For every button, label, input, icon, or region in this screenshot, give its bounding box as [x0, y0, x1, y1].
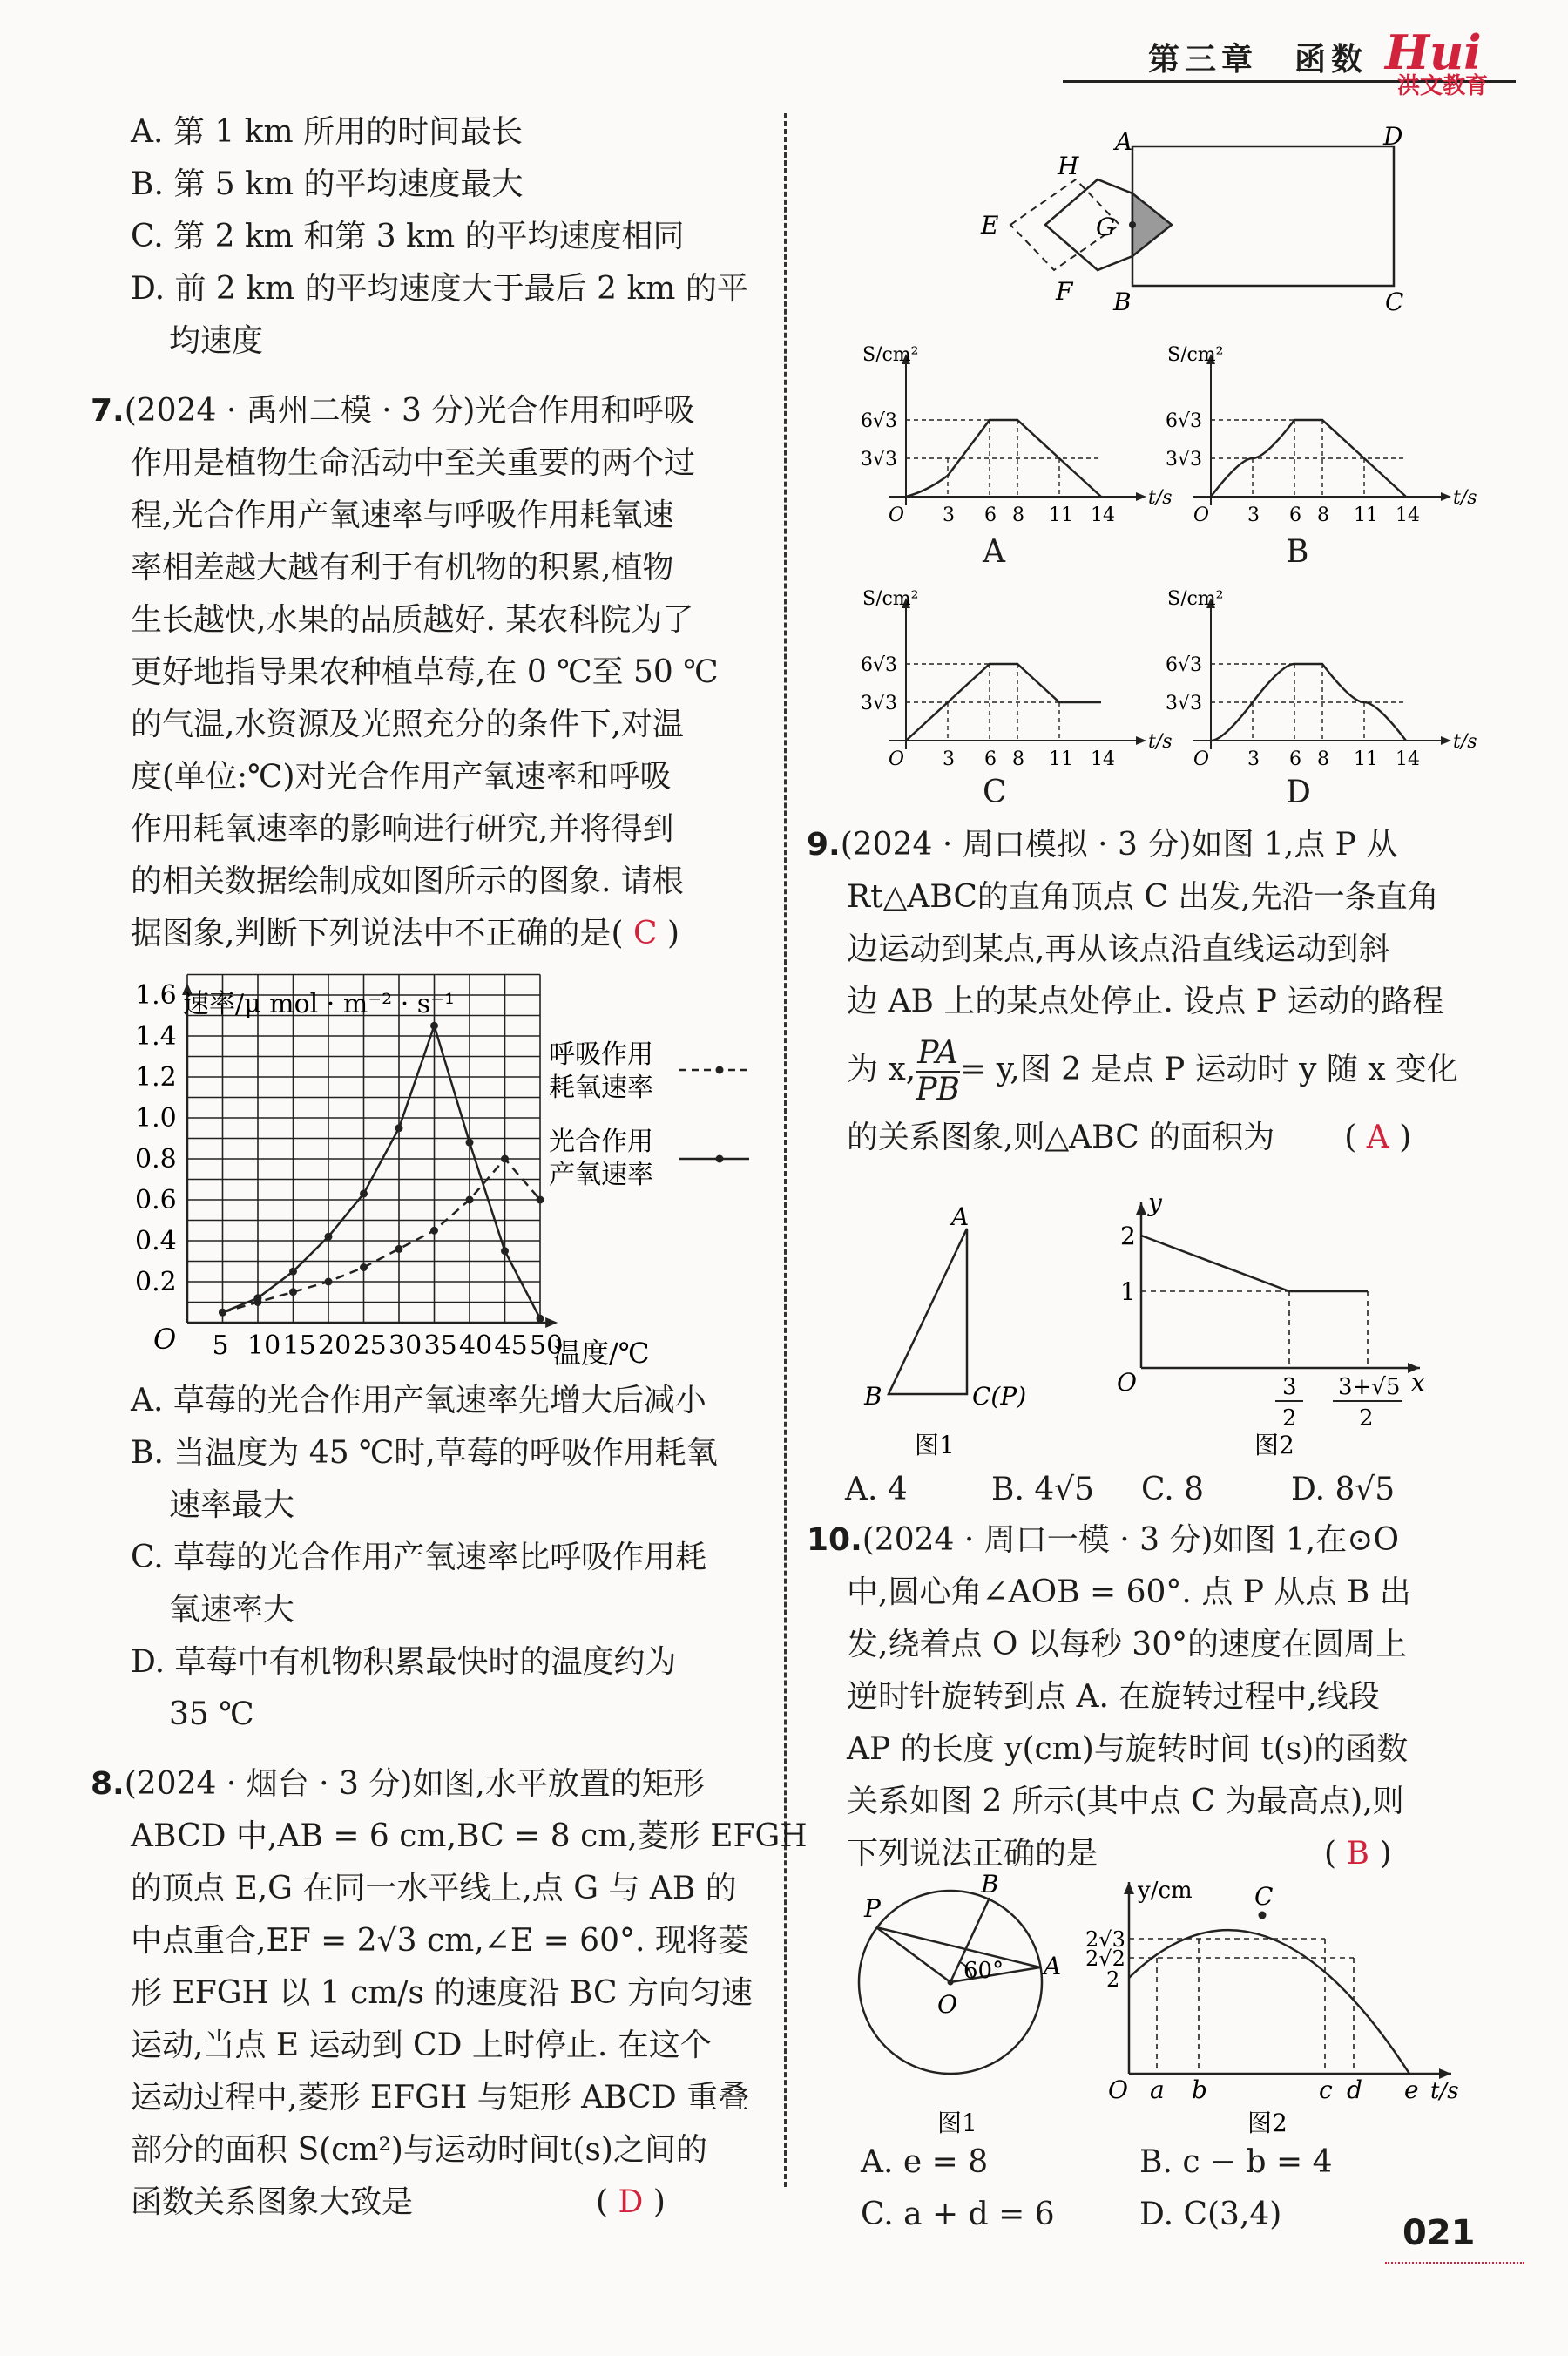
x-tick-label: 40	[459, 1330, 493, 1361]
q7-option-d-cont: 35 ℃	[169, 1696, 254, 1732]
q9-line: 边运动到某点,再从该点沿直线运动到斜	[847, 931, 1390, 967]
legend-photo-marker	[716, 1155, 724, 1163]
photosynthesis-series-line	[223, 1026, 541, 1318]
q9-fig2-x: x	[1411, 1368, 1425, 1397]
q6-option-d-cont: 均速度	[169, 323, 264, 359]
q8-graph-wrap-b	[1141, 340, 1477, 544]
q8-graph-caption-b: B	[1286, 534, 1309, 570]
q9-fig2-x1-den: 2	[1282, 1405, 1297, 1432]
q8-number: 8.	[91, 1766, 125, 1802]
q7-rate-chart	[122, 976, 784, 1377]
chart-origin: O	[153, 1323, 177, 1356]
q10-fig1-caption: 图1	[937, 2109, 977, 2137]
q8-graph-ytick: 3√3	[861, 449, 898, 471]
q7-number: 7.	[91, 393, 125, 429]
q7-line: 作用是植物生命活动中至关重要的两个过	[131, 445, 696, 481]
q7-line: 生长越快,水果的品质越好. 某农科院为了	[131, 602, 694, 638]
respiration-point	[466, 1196, 474, 1204]
q8-graph-ytick: 3√3	[861, 693, 898, 714]
photosynthesis-point	[325, 1233, 333, 1241]
q8-block	[91, 1758, 808, 2229]
q7-line: 据图象,判断下列说法中不正确的是( C )	[131, 916, 679, 951]
logo-mark: Hui	[1385, 24, 1482, 80]
legend-resp-2: 耗氧速率	[549, 1073, 653, 1103]
q10-fig2-xtick-a: a	[1150, 2075, 1165, 2104]
x-tick-label: 50	[530, 1330, 564, 1361]
q10-fig1-a: A	[1044, 1952, 1062, 1980]
q8-option-graph-c	[836, 584, 1173, 784]
q9-fraction-line: 为 x, $\frac{PA}{PB}$ = y,图 2 是点 P 运动时 y 随 x 变化	[847, 1035, 1459, 1107]
chapter-title: 第三章 函数	[1147, 42, 1368, 78]
q6-option-d: D. 前 2 km 的平均速度大于最后 2 km 的平	[131, 271, 748, 307]
q10-fig2-xtick-d: d	[1347, 2075, 1362, 2104]
y-tick-label: 1.4	[135, 1021, 177, 1052]
q9-line: (2024 · 周口模拟 · 3 分)如图 1,点 P 从	[840, 827, 1398, 863]
q8-graph-xtick: 11	[1354, 748, 1378, 770]
publisher-logo	[1385, 24, 1516, 99]
q7-line: 率相差越大越有利于有机物的积累,植物	[131, 550, 674, 586]
q7-option-b: B. 当温度为 45 ℃时,草莓的呼吸作用耗氧	[131, 1435, 718, 1471]
q8-graph-caption-a: A	[983, 534, 1005, 570]
q10-fig2-xtick-e: e	[1404, 2075, 1419, 2104]
q8-line: ABCD 中,AB = 6 cm,BC = 8 cm,菱形 EFGH	[131, 1818, 808, 1854]
q9-fig2-y: y	[1148, 1188, 1162, 1217]
q7-answer: C	[632, 916, 658, 951]
q8-graph-xtick: 6	[1289, 504, 1301, 526]
q8-graph-xtick: 6	[984, 504, 997, 526]
respiration-point	[254, 1298, 262, 1306]
q8-graph-xlabel: t/s	[1453, 731, 1477, 753]
q10-fig1-o: O	[937, 1990, 957, 2019]
x-tick-label: 20	[318, 1330, 352, 1361]
q7-option-b-cont: 速率最大	[169, 1487, 295, 1523]
q8-graph-wrap-c	[836, 584, 1173, 788]
fig-label-h: H	[1058, 152, 1079, 180]
q10-fig2-ytick-2: 2	[1106, 1967, 1120, 1992]
q8-line: 中点重合,EF = 2√3 cm,∠E = 60°. 现将菱	[131, 1923, 749, 1959]
q8-line: 函数关系图象大致是 ( D )	[131, 2184, 666, 2220]
q8-graph-xtick: 3	[1247, 748, 1260, 770]
photosynthesis-point	[395, 1124, 403, 1132]
chart-x-label: 温度/℃	[553, 1337, 650, 1370]
q8-line: (2024 · 烟台 · 3 分)如图,水平放置的矩形	[124, 1766, 705, 1802]
y-tick-label: 0.8	[135, 1144, 177, 1175]
q8-graph-caption-d: D	[1286, 775, 1311, 810]
q10-answer: B	[1346, 1836, 1369, 1872]
q9-fig1-a: A	[951, 1202, 970, 1231]
q10-choice-a: A. e = 8	[861, 2144, 989, 2180]
q8-graph-xtick: 6	[984, 748, 997, 770]
q6-option-b: B. 第 5 km 的平均速度最大	[131, 166, 524, 202]
q7-option-a: A. 草莓的光合作用产氧速率先增大后减小	[131, 1383, 706, 1418]
x-tick-label: 15	[282, 1330, 316, 1361]
q9-frac-den: PB	[916, 1072, 960, 1107]
q8-graph-ylabel: S/cm²	[1167, 344, 1224, 366]
x-tick-label: 10	[247, 1330, 281, 1361]
q10-last-line: 下列说法正确的是	[847, 1836, 1098, 1872]
q10-fig2-ytick-1: 2√2	[1085, 1946, 1125, 1971]
fig-label-d: D	[1383, 122, 1403, 151]
q6-option-a: A. 第 1 km 所用的时间最长	[131, 114, 524, 150]
q9-fig2-caption: 图2	[1254, 1431, 1294, 1459]
q10-line: 中,圆心角∠AOB = 60°. 点 P 从点 B 出	[847, 1574, 1411, 1610]
q8-graph-xtick: 8	[1012, 504, 1024, 526]
q7-line: (2024 · 禹州二模 · 3 分)光合作用和呼吸	[124, 393, 695, 429]
q8-graph-ylabel: S/cm²	[862, 344, 919, 366]
q7-line: 程,光合作用产氧速率与呼吸作用耗氧速	[131, 498, 674, 533]
q8-graph-xlabel: t/s	[1453, 487, 1477, 509]
q8-line: 形 EFGH 以 1 cm/s 的速度沿 BC 方向匀速	[131, 1975, 753, 2011]
q7-line: 的相关数据绘制成如图所示的图象. 请根	[131, 863, 684, 899]
q8-graph-xtick: 14	[1396, 748, 1420, 770]
page-number: 021	[1402, 2213, 1476, 2253]
q10-fig2-xtick-b: b	[1192, 2075, 1207, 2104]
q9-choice-c: C. 8	[1141, 1472, 1205, 1507]
q10-fig2-y: y/cm	[1138, 1878, 1193, 1904]
q10-fig2-xtick-c: c	[1319, 2075, 1333, 2104]
respiration-point	[289, 1288, 297, 1296]
chart-points	[219, 1022, 544, 1323]
q10-line: (2024 · 周口一模 · 3 分)如图 1,在⊙O	[862, 1522, 1399, 1558]
photosynthesis-point	[537, 1315, 544, 1323]
respiration-point	[501, 1155, 509, 1163]
q6-option-c: C. 第 2 km 和第 3 km 的平均速度相同	[131, 219, 685, 254]
q9-line: Rt△ABC的直角顶点 C 出发,先沿一条直角	[847, 879, 1439, 915]
q9-block: 9.(2024 · 周口模拟 · 3 分)如图 1,点 P 从 Rt△ABC的直角顶点 C 出发,先沿一条直角 边运动到某点,再从该点沿直线运动到斜 边 AB 上的某点处停止. 设点 P 运动的路程 为 x, $\frac{PA}{PB}$ = y,图 2 是点 P 运动时 y 随 x 变化 的关系图象,则△ABC 的面积为 ( A )	[807, 827, 1459, 1155]
legend-resp-1: 呼吸作用	[549, 1039, 653, 1070]
x-tick-label: 30	[389, 1330, 422, 1361]
q9-fig1-c: C(P)	[972, 1382, 1027, 1411]
x-tick-label: 35	[423, 1330, 457, 1361]
q9-frac-num: PA	[917, 1035, 959, 1071]
q8-x-arrow	[1441, 736, 1451, 745]
q9-fig2-x1-num: 3	[1282, 1374, 1297, 1400]
q8-graph-ytick: 6√3	[1166, 410, 1203, 432]
y-tick-label: 1.6	[135, 980, 177, 1011]
q7-line: 的气温,水资源及光照充分的条件下,对温	[131, 707, 684, 742]
q10-fig2-c: C	[1254, 1882, 1274, 1911]
respiration-point	[537, 1196, 544, 1204]
q8-option-graph-a	[836, 340, 1173, 540]
x-tick-label: 45	[494, 1330, 528, 1361]
q8-graph-xtick: 14	[1091, 504, 1115, 526]
q9-choice-d: D. 8√5	[1291, 1472, 1396, 1507]
photosynthesis-point	[430, 1022, 438, 1030]
y-tick-label: 1.2	[135, 1062, 177, 1093]
q10-choice-d: D. C(3,4)	[1139, 2197, 1282, 2232]
q7-option-c: C. 草莓的光合作用产氧速率比呼吸作用耗	[131, 1540, 707, 1575]
q8-graph-origin: O	[889, 504, 905, 526]
q8-graph-xtick: 8	[1012, 748, 1024, 770]
q8-line: 运动,当点 E 运动到 CD 上时停止. 在这个	[131, 2028, 712, 2063]
q8-graph-xtick: 11	[1049, 748, 1073, 770]
q7-block	[91, 385, 718, 960]
photosynthesis-point	[289, 1268, 297, 1276]
fig-label-f: F	[1056, 277, 1073, 306]
legend-photo-1: 光合作用	[549, 1127, 653, 1157]
x-tick-label: 25	[353, 1330, 387, 1361]
fig-label-c: C	[1385, 288, 1404, 316]
q8-graph-origin: O	[1193, 748, 1210, 770]
q8-graph-ytick: 3√3	[1166, 449, 1203, 471]
q10-fig2-caption: 图2	[1247, 2109, 1288, 2137]
q10-fig2-t: t/s	[1430, 2078, 1459, 2104]
legend-resp-marker	[716, 1066, 724, 1074]
q10-choice-c: C. a + d = 6	[861, 2197, 1055, 2232]
q10-line: 关系如图 2 所示(其中点 C 为最高点),则	[847, 1784, 1404, 1819]
q8-graph-wrap-a	[836, 340, 1173, 544]
q8-graph-xtick: 3	[1247, 504, 1260, 526]
q10-number: 10.	[807, 1522, 862, 1558]
q8-graph-ylabel: S/cm²	[1167, 588, 1224, 610]
q8-graph-xtick: 11	[1354, 504, 1378, 526]
q10-fig1-p: P	[864, 1894, 881, 1923]
q9-fig1-caption: 图1	[915, 1431, 955, 1459]
q9-number: 9.	[807, 827, 841, 863]
chart-y-label: 速率/μ mol · m⁻² · s⁻¹	[183, 989, 456, 1019]
q8-graph-xtick: 6	[1289, 748, 1301, 770]
q9-fig2-ytick-2: 2	[1120, 1222, 1136, 1250]
q9-choice-b: B. 4√5	[991, 1472, 1095, 1507]
y-tick-label: 1.0	[135, 1103, 177, 1134]
q7-line: 度(单位:℃)对光合作用产氧速率和呼吸	[131, 759, 672, 795]
q10-fig1-angle: 60°	[963, 1958, 1004, 1984]
q9-choices	[845, 1464, 1507, 1516]
q8-graph-xlabel: t/s	[1148, 731, 1173, 753]
y-tick-label: 0.6	[135, 1185, 177, 1215]
q8-graph-origin: O	[889, 748, 905, 770]
respiration-point	[325, 1278, 333, 1286]
q8-graph-origin: O	[1193, 504, 1210, 526]
q8-line: 的顶点 E,G 在同一水平线上,点 G 与 AB 的	[131, 1871, 737, 1906]
x-axis-arrow	[545, 1317, 558, 1328]
q10-block: 10.(2024 · 周口一模 · 3 分)如图 1,在⊙O 中,圆心角∠AOB = 60°. 点 P 从点 B 出 发,绕着点 O 以每秒 30°的速度在圆周上 逆时针旋转到点 A. 在旋转过程中,线段 AP 的长度 y(cm)与旋转时间 t(s)的函数 关系如图 2 所示(其中点 C 为最高点),则 下列说法正确的是 ( B )	[807, 1522, 1411, 1872]
page-number-rule	[1385, 2262, 1524, 2264]
q8-graph-xlabel: t/s	[1148, 487, 1173, 509]
q9-line: 边 AB 上的某点处停止. 设点 P 运动的路程	[847, 984, 1444, 1019]
q8-graph-wrap-d	[1141, 584, 1477, 788]
q7-line: 更好地指导果农种植草莓,在 0 ℃至 50 ℃	[131, 654, 719, 690]
q10-line: 发,绕着点 O 以每秒 30°的速度在圆周上	[847, 1627, 1408, 1662]
q9-last-line: 的关系图象,则△ABC 的面积为	[847, 1120, 1275, 1155]
q8-graph-ylabel: S/cm²	[862, 588, 919, 610]
y-tick-label: 0.2	[135, 1267, 177, 1297]
photosynthesis-point	[466, 1139, 474, 1147]
respiration-point	[395, 1245, 403, 1253]
q8-graph-caption-c: C	[983, 775, 1007, 810]
q8-graph-ytick: 6√3	[861, 410, 898, 432]
q8-graph-xtick: 8	[1317, 504, 1329, 526]
q8-answer: D	[618, 2184, 644, 2220]
fig-label-a: A	[1115, 127, 1133, 156]
q8-x-arrow	[1441, 492, 1451, 501]
q8-graph-xtick: 14	[1091, 748, 1115, 770]
q9-figures	[862, 1188, 1472, 1481]
q10-choice-b: B. c − b = 4	[1139, 2144, 1333, 2180]
respiration-point	[219, 1309, 226, 1317]
q8-line: 部分的面积 S(cm²)与运动时间t(s)之间的	[131, 2132, 707, 2168]
logo-brand: 洪文教育	[1397, 73, 1489, 99]
q9-fig2-ytick-1: 1	[1120, 1277, 1136, 1306]
q9-fig2-x2-num: 3+√5	[1338, 1374, 1401, 1400]
q9-fig1-b: B	[864, 1382, 882, 1411]
q8-graph-xtick: 11	[1049, 504, 1073, 526]
q7-option-d: D. 草莓中有机物积累最快时的温度约为	[131, 1644, 677, 1680]
chart-ticks	[135, 980, 563, 1361]
q6-options	[131, 106, 748, 368]
q9-fig2-o: O	[1117, 1368, 1137, 1397]
q10-line: AP 的长度 y(cm)与旋转时间 t(s)的函数	[847, 1731, 1409, 1767]
fig-label-g: G	[1096, 213, 1116, 241]
q9-choice-a: A. 4	[845, 1472, 908, 1507]
photosynthesis-point	[360, 1189, 368, 1197]
y-tick-label: 0.4	[135, 1226, 177, 1256]
photosynthesis-point	[501, 1247, 509, 1255]
q8-graph-xtick: 14	[1396, 504, 1420, 526]
respiration-point	[430, 1227, 438, 1235]
chart-axes	[182, 983, 558, 1328]
q8-graph-ytick: 6√3	[861, 654, 898, 676]
q9-fig2-x2-den: 2	[1359, 1405, 1374, 1432]
respiration-point	[360, 1263, 368, 1271]
q8-option-graph-d	[1141, 584, 1477, 784]
q10-line: 逆时针旋转到点 A. 在旋转过程中,线段	[847, 1679, 1380, 1715]
legend-photo-2: 产氧速率	[549, 1160, 653, 1190]
q9-answer: A	[1366, 1120, 1389, 1155]
x-tick-label: 5	[212, 1330, 229, 1361]
fig-label-e: E	[981, 211, 999, 240]
q8-option-graph-b	[1141, 340, 1477, 540]
q10-fig2-o: O	[1108, 2075, 1128, 2104]
q7-line: 作用耗氧速率的影响进行研究,并将得到	[131, 811, 674, 847]
q7-options	[131, 1375, 718, 1741]
q8-line: 运动过程中,菱形 EFGH 与矩形 ABCD 重叠	[131, 2080, 750, 2116]
q7-option-c-cont: 氧速率大	[169, 1592, 295, 1628]
q10-fig2-ytick-0: 2√3	[1085, 1927, 1125, 1952]
q10-figures	[841, 1870, 1521, 2152]
q8-graph-ytick: 6√3	[1166, 654, 1203, 676]
q8-graph-xtick: 8	[1317, 748, 1329, 770]
q8-graph-xtick: 3	[943, 504, 955, 526]
fig-label-b: B	[1113, 288, 1132, 316]
q10-fig1-b: B	[981, 1870, 999, 1899]
q8-graph-ytick: 3√3	[1166, 693, 1203, 714]
q10-choices	[861, 2136, 1333, 2241]
q8-graph-xtick: 3	[943, 748, 955, 770]
q8-figure	[941, 120, 1429, 321]
